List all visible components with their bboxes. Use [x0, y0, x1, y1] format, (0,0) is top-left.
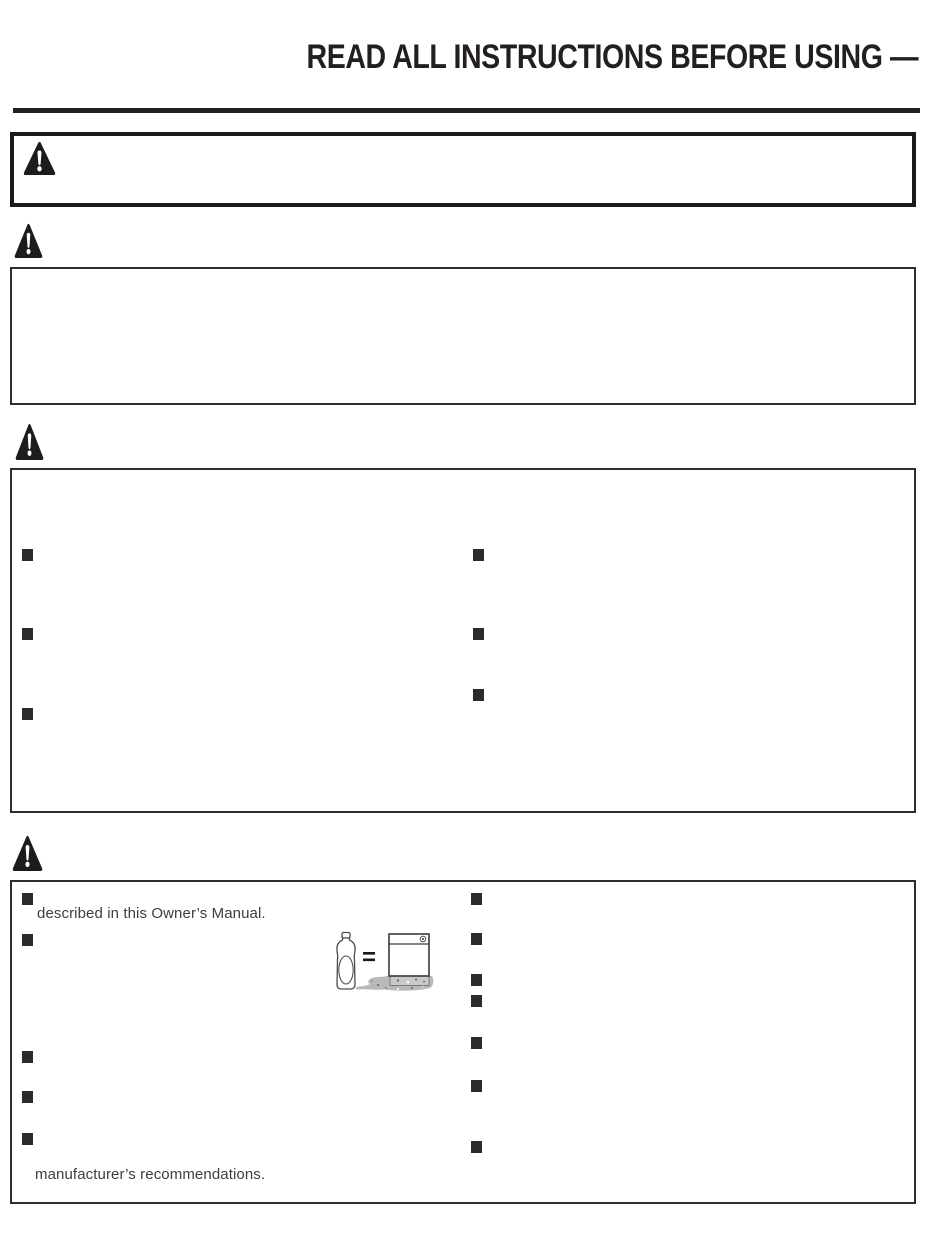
manufacturer-recommendations-text-line: manufacturer’s recommendations. — [35, 1166, 266, 1183]
warning-box-3 — [10, 468, 916, 813]
bullet-marker — [22, 1091, 33, 1103]
detergent-bottle-icon — [337, 933, 355, 990]
bullet-marker — [471, 995, 482, 1007]
bullet-marker — [471, 933, 482, 945]
detergent-equals-dryer-illustration — [328, 928, 438, 992]
clothes-dryer-icon — [389, 934, 429, 976]
bullet-marker — [471, 1141, 482, 1153]
safety-alert-triangle-icon — [15, 423, 44, 461]
bullet-marker — [471, 1037, 482, 1049]
bullet-marker — [22, 1133, 33, 1145]
safety-alert-triangle-icon — [12, 835, 43, 872]
bullet-marker — [22, 549, 33, 561]
safety-alert-triangle-icon — [14, 223, 43, 259]
bullet-marker — [22, 628, 33, 640]
title-rule — [13, 108, 920, 113]
bullet-marker — [22, 893, 33, 905]
safety-alert-triangle-icon — [23, 141, 56, 176]
warning-box-1 — [10, 132, 916, 207]
bullet-marker — [473, 689, 484, 701]
bullet-marker — [22, 708, 33, 720]
equals-sign: = — [362, 944, 377, 971]
bullet-marker — [473, 628, 484, 640]
bullet-marker — [471, 893, 482, 905]
owners-manual-text-line: described in this Owner’s Manual. — [37, 905, 266, 922]
bullet-marker — [22, 934, 33, 946]
bullet-marker — [471, 974, 482, 986]
bullet-marker — [473, 549, 484, 561]
bullet-marker — [471, 1080, 482, 1092]
bullet-marker — [22, 1051, 33, 1063]
page-title: READ ALL INSTRUCTIONS BEFORE USING — — [306, 38, 918, 76]
warning-box-2 — [10, 267, 916, 405]
dryer-base — [390, 976, 429, 986]
warning-box-4 — [10, 880, 916, 1204]
